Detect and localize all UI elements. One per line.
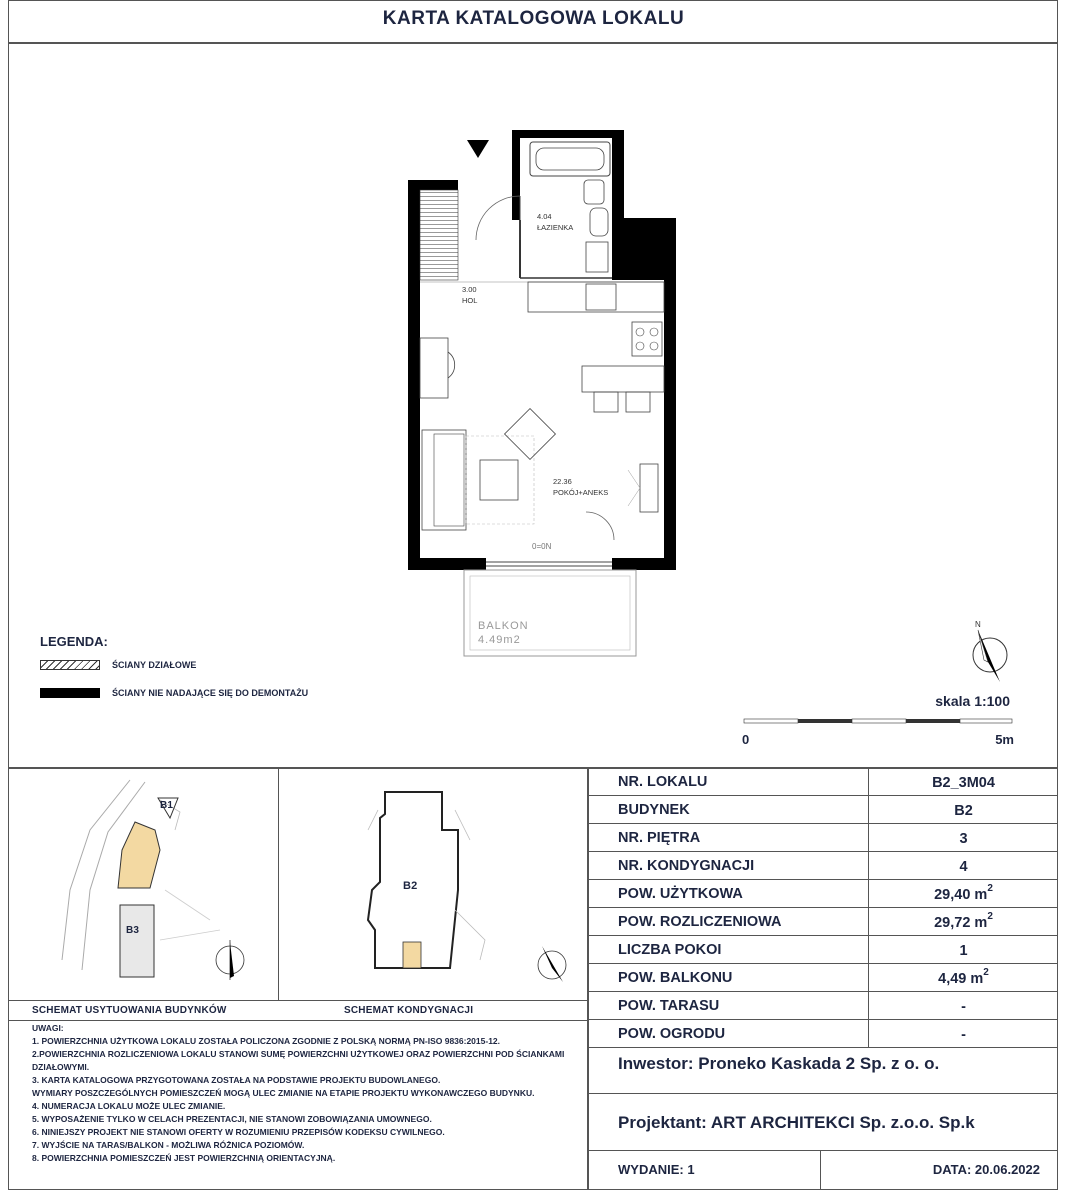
info-key: NR. LOKALU [588, 768, 869, 796]
issue-number: WYDANIE: 1 [618, 1162, 695, 1177]
info-value [869, 992, 1059, 1020]
designer-text: Projektant: ART ARCHITEKCI Sp. z.o.o. Sp.k [618, 1113, 975, 1132]
info-value-number: - [961, 998, 966, 1015]
legend-item-partition [40, 660, 196, 670]
room-area: 4.04 [537, 212, 552, 221]
note-line: 5. WYPOSAŻENIE TYLKO W CELACH PREZENTACJI, NIE STANOWI ZOBOWIĄZANIA UMOWNEGO. [32, 1114, 432, 1124]
info-value [869, 824, 1059, 852]
room-label-living [553, 476, 608, 498]
info-row [588, 1020, 1058, 1048]
schema-divider [278, 767, 279, 1000]
compass-north-label: N [975, 620, 981, 629]
info-key: NR. PIĘTRA [588, 824, 869, 852]
scale-label: skala 1:100 [935, 693, 1010, 709]
info-row [588, 824, 1058, 852]
info-value-number: 1 [959, 942, 968, 959]
info-value-unit: m [970, 886, 988, 903]
note-line: 7. WYJŚCIE NA TARAS/BALKON - MOŻLIWA RÓŻNICA POZIOMÓW. [32, 1140, 305, 1150]
room-name: POKÓJ+ANEKS [553, 488, 609, 497]
site-compass-icon [216, 940, 244, 980]
scale-bar [744, 719, 1012, 723]
info-key: POW. UŻYTKOWA [588, 880, 869, 908]
scale-end: 5m [995, 732, 1014, 747]
info-value [869, 964, 1059, 992]
info-value [869, 1020, 1059, 1048]
info-value [869, 796, 1059, 824]
legend-label: ŚCIANY DZIAŁOWE [112, 660, 197, 670]
info-key: POW. BALKONU [588, 964, 869, 992]
room-area: 22.36 [553, 477, 572, 486]
site-plan-caption: SCHEMAT USYTUOWANIA BUDYNKÓW [32, 1005, 227, 1016]
investor-text: Inwestor: Proneko Kaskada 2 Sp. z o. o. [618, 1054, 940, 1073]
info-value-number: 29,72 [934, 914, 971, 931]
notes-block [32, 1022, 587, 1165]
notes-divider [8, 1020, 588, 1021]
svg-text:0=0N: 0=0N [532, 542, 552, 551]
info-key: POW. ROZLICZENIOWA [588, 908, 869, 936]
info-value-number: B2 [954, 802, 973, 819]
room-name: HOL [462, 296, 478, 305]
info-row [588, 908, 1058, 936]
room-label-hall [462, 284, 477, 306]
legend-title: LEGENDA: [40, 634, 108, 649]
investor-divider [588, 1093, 1058, 1094]
notes-heading: UWAGI: [32, 1023, 64, 1033]
designer-divider [588, 1150, 1058, 1151]
site-label-b1: B1 [160, 800, 174, 811]
info-row [588, 992, 1058, 1020]
info-row [588, 880, 1058, 908]
info-value [869, 936, 1059, 964]
info-row [588, 796, 1058, 824]
room-label-bathroom [537, 211, 573, 233]
note-line: DZIAŁOWYMI. [32, 1062, 90, 1072]
info-value-number: - [961, 1026, 966, 1043]
note-line: 8. POWIERZCHNIA POMIESZCZEŃ JEST POWIERZCHNIĄ ORIENTACYJNĄ. [32, 1153, 336, 1163]
info-value-number: 4 [959, 858, 968, 875]
info-value [869, 908, 1059, 936]
balcony-label [478, 619, 529, 647]
note-line: WYMIARY POSZCZEGÓLNYCH POMIESZCZEŃ MOGĄ ULEC ZMIANIE NA ETAPIE PROJEKTU WYKONAWCZEGO BUDYNKU. [32, 1088, 535, 1098]
compass-icon [973, 630, 1007, 682]
floor-schema-caption: SCHEMAT KONDYGNACJI [344, 1005, 474, 1016]
info-value-number: 4,49 [938, 970, 967, 987]
note-line: 6. NINIEJSZY PROJEKT NIE STANOWI OFERTY W ROZUMIENIU PRZEPISÓW KODEKSU CYWILNEGO. [32, 1127, 445, 1137]
floor-schema-label: B2 [403, 880, 418, 892]
info-row [588, 964, 1058, 992]
solid-swatch-icon [40, 688, 100, 698]
info-value-unit: m [970, 914, 988, 931]
entrance-arrow-icon [467, 140, 489, 158]
info-value [869, 880, 1059, 908]
info-value-exponent: 2 [987, 910, 993, 922]
info-row [588, 852, 1058, 880]
note-line: 4. NUMERACJA LOKALU MOŻE ULEC ZMIANIE. [32, 1101, 226, 1111]
info-value [869, 768, 1059, 796]
caption-divider [8, 1000, 588, 1001]
info-key: POW. OGRODU [588, 1020, 869, 1048]
unit-info-table [588, 768, 1058, 1048]
footer-divider [820, 1150, 821, 1190]
legend-item-structural [40, 688, 308, 698]
info-key: LICZBA POKOI [588, 936, 869, 964]
info-value-number: B2_3M04 [932, 774, 995, 791]
room-area: 3.00 [462, 285, 477, 294]
hatch-swatch-icon [40, 660, 100, 670]
info-value [869, 852, 1059, 880]
info-key: NR. KONDYGNACJI [588, 852, 869, 880]
note-line: 3. KARTA KATALOGOWA PRZYGOTOWANA ZOSTAŁA NA PODSTAWIE PROJEKTU BUDOWLANEGO. [32, 1075, 441, 1085]
info-value-unit: m [966, 970, 984, 987]
info-value-exponent: 2 [983, 966, 989, 978]
info-value-exponent: 2 [987, 882, 993, 894]
balcony-area: 4.49m2 [478, 634, 521, 646]
document-title: KARTA KATALOGOWA LOKALU [382, 8, 685, 29]
issue-date: DATA: 20.06.2022 [932, 1162, 1040, 1177]
site-label-b3: B3 [126, 925, 140, 936]
scale-start: 0 [742, 732, 750, 747]
legend-label: ŚCIANY NIE NADAJĄCE SIĘ DO DEMONTAŻU [112, 688, 309, 698]
info-key: BUDYNEK [588, 796, 869, 824]
info-row [588, 936, 1058, 964]
note-line: 1. POWIERZCHNIA UŻYTKOWA LOKALU ZOSTAŁA POLICZONA ZGODNIE Z POLSKĄ NORMĄ PN-ISO 9836:2015-12. [32, 1036, 501, 1046]
floor-compass-icon [538, 946, 566, 982]
floor-schema-diagram [280, 770, 586, 998]
site-plan-diagram [10, 770, 278, 998]
info-key: POW. TARASU [588, 992, 869, 1020]
balcony-name: BALKON [478, 620, 529, 632]
note-line: 2.POWIERZCHNIA ROZLICZENIOWA LOKALU STANOWI SUMĘ POWIERZCHNI UŻYTKOWEJ ORAZ POWIERZCHNI POD ŚCIANKAMI [32, 1049, 565, 1059]
info-value-number: 3 [959, 830, 968, 847]
room-name: ŁAZIENKA [537, 223, 574, 232]
info-value-number: 29,40 [934, 886, 971, 903]
info-row [588, 768, 1058, 796]
